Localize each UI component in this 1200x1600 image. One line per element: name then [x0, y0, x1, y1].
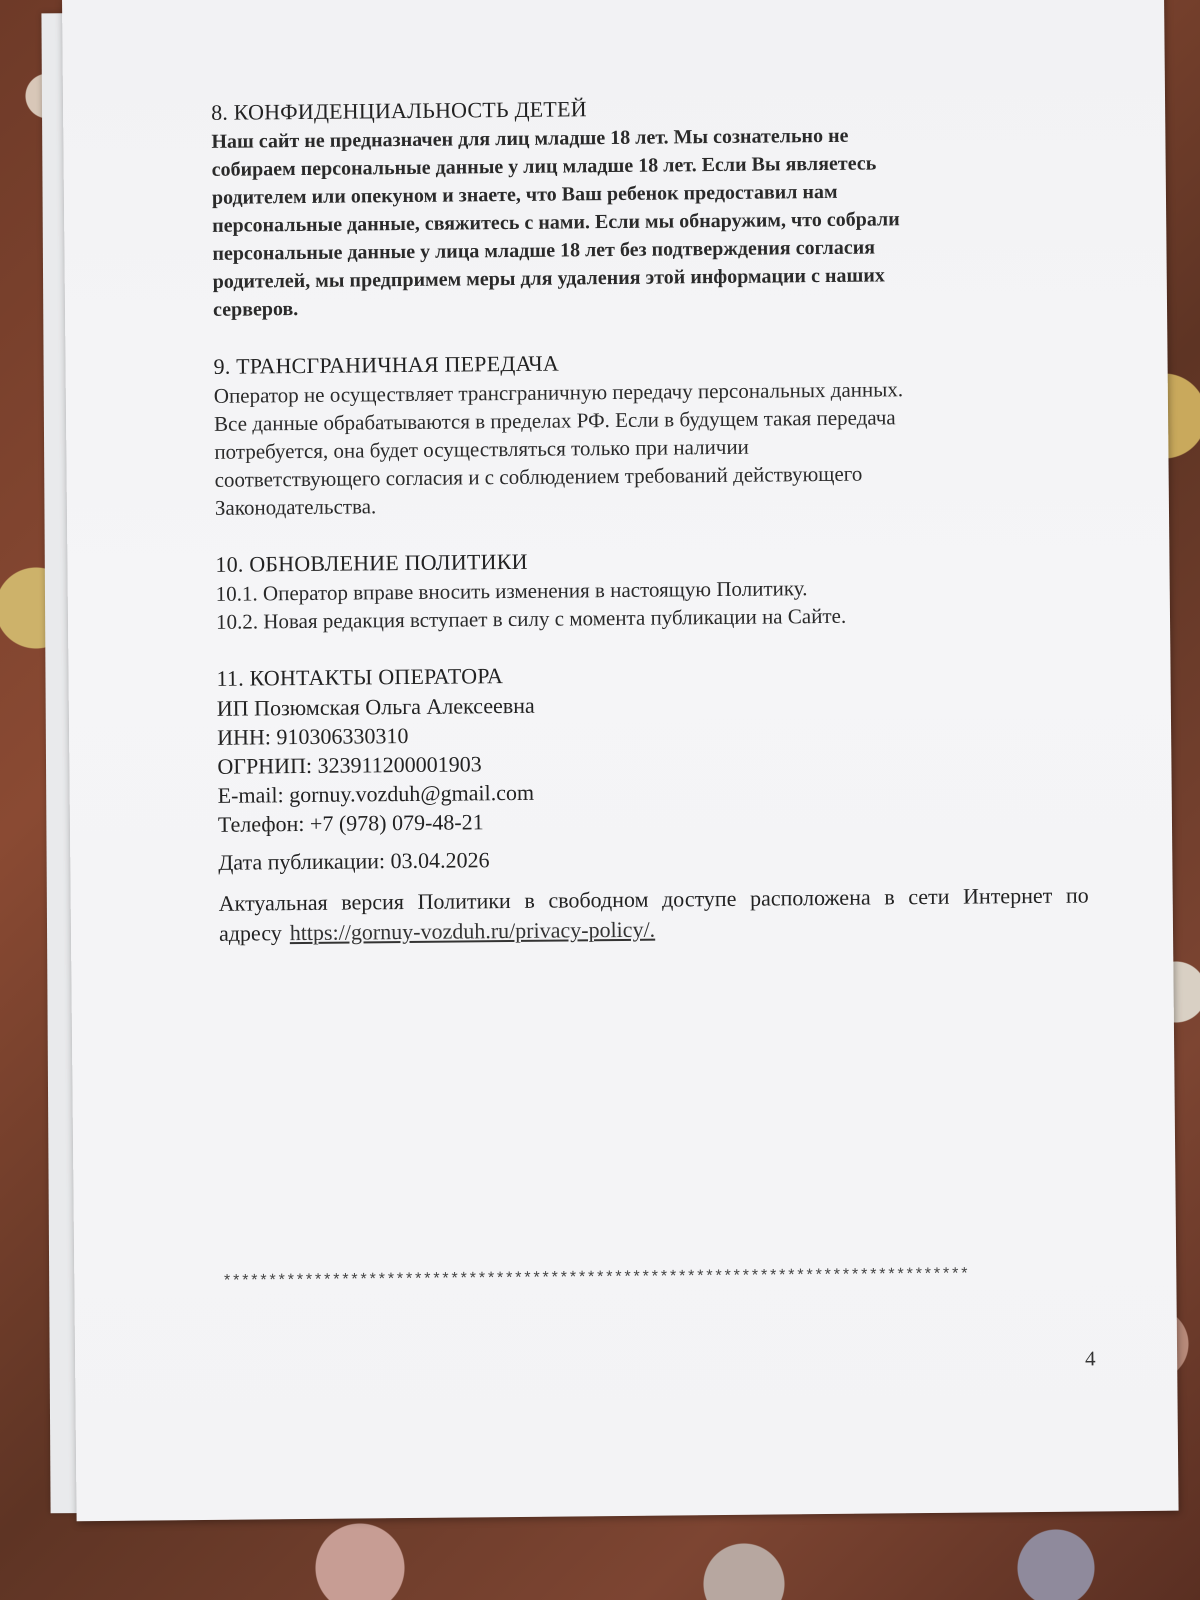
section-text [211, 120, 1083, 324]
section-operator-contacts [216, 655, 1088, 838]
section-heading: 8. КОНФИДЕНЦИАЛЬНОСТЬ ДЕТЕЙ [210, 96, 587, 125]
separator-stars: ********************************************************************************** [222, 1265, 969, 1291]
text-line: родителем или опекуном и знаете, что Ваш ребенок предоставил нам [211, 180, 838, 209]
section-heading: 11. КОНТАКТЫ ОПЕРАТОРА [216, 663, 504, 691]
publication-date: Дата публикации: 03.04.2026 [218, 847, 490, 875]
actual-version-text: Актуальная версия Политики в свободном доступе расположена в сети Интернет по адресу [218, 882, 1089, 946]
text-line: Оператор не осуществляет трансграничную передачу персональных данных. [213, 377, 904, 408]
section-cross-border-transfer [213, 344, 1085, 522]
operator-ogrnip: ОГРНИП: 323911200001903 [217, 751, 482, 779]
text-line: родителей, мы предпримем меры для удаления этой информации с наших [212, 264, 885, 293]
section-children-privacy [211, 90, 1083, 324]
document-body [211, 90, 1089, 949]
section-policy-update [215, 541, 1086, 635]
operator-phone: Телефон: +7 (978) 079-48-21 [217, 809, 484, 837]
section-heading: 9. ТРАНСГРАНИЧНАЯ ПЕРЕДАЧА [213, 350, 559, 379]
text-line: соответствующего согласия и с соблюдением требований действующего [214, 461, 863, 492]
policy-link[interactable]: https://gornuy-vozduh.ru/privacy-policy/. [289, 916, 656, 946]
text-line: Все данные обрабатываются в пределах РФ. Если в будущем такая передача [213, 405, 896, 436]
operator-name: ИП Позюмская Ольга Алексеевна [216, 692, 535, 721]
actual-version-note [219, 880, 1090, 948]
text-line: потребуется, она будет осуществляться только при наличии [214, 434, 749, 464]
operator-inn: ИНН: 910306330310 [216, 722, 409, 750]
text-line: серверов. [212, 298, 299, 321]
clause-10-1: 10.1. Оператор вправе вносить изменения в настоящую Политику. [215, 576, 808, 606]
text-line: Наш сайт не предназначен для лиц младше 18 лет. Мы сознательно не [211, 124, 849, 153]
section-heading: 10. ОБНОВЛЕНИЕ ПОЛИТИКИ [215, 548, 528, 577]
text-line: собираем персональные данные у лиц младше 18 лет. Если Вы являетесь [211, 152, 877, 181]
text-line: Законодательства. [214, 494, 377, 520]
document-page [62, 0, 1179, 1521]
text-line: персональные данные у лица младше 18 лет без подтверждения согласия [212, 236, 876, 265]
text-line: персональные данные, свяжитесь с нами. Если мы обнаружим, что собрали [212, 208, 900, 237]
clause-10-2: 10.2. Новая редакция вступает в силу с момента публикации на Сайте. [215, 603, 847, 634]
page-number: 4 [1085, 1346, 1096, 1371]
section-text [214, 373, 1085, 521]
operator-email: E-mail: gornuy.vozduh@gmail.com [217, 779, 535, 808]
